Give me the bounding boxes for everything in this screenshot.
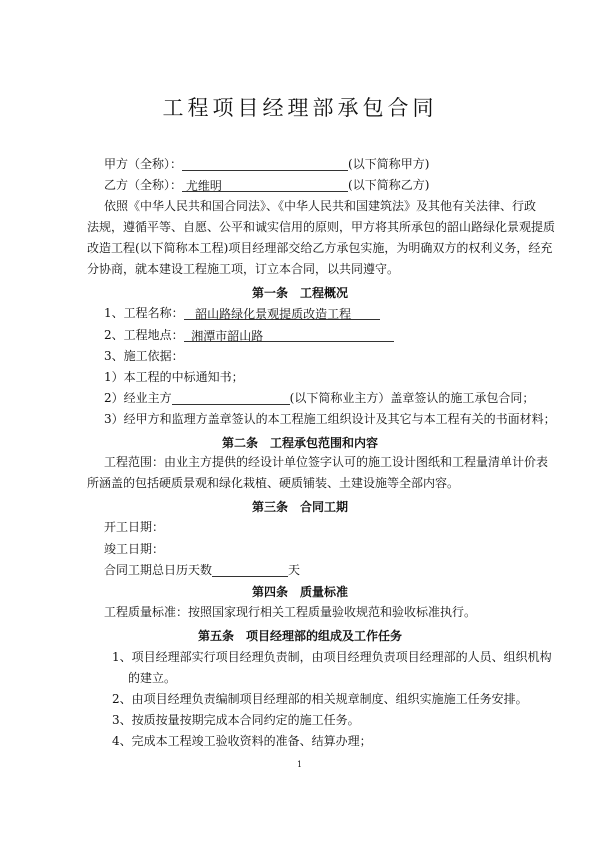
project-site-label: 2、工程地点： xyxy=(104,328,184,342)
basis-item-suffix: (以下简称业主方）盖章签认的施工承包合同； xyxy=(289,391,535,405)
section-heading: 第四条 质量标准 xyxy=(251,585,348,599)
project-name-field xyxy=(184,307,380,320)
intro-line: 依照《中华人民共和国合同法》、《中华人民共和国建筑法》及其他有关法律、行政 xyxy=(104,199,537,213)
scope-line: 所涵盖的包括硬质景观和绿化栽植、硬质铺装、土建设施等全部内容。 xyxy=(87,476,460,490)
party-b-label: 乙方（全称）： xyxy=(104,178,183,192)
quality-line: 工程质量标准：按照国家现行相关工程质量验收规范和验收标准执行。 xyxy=(104,605,477,619)
project-site-line xyxy=(104,328,394,342)
total-days-line xyxy=(104,563,300,577)
task-line: 1、项目经理部实行项目经理负责制，由项目经理负责项目经理部的人员、组织机构 xyxy=(112,650,552,664)
end-date: 竣工日期： xyxy=(104,542,165,556)
party-b-line xyxy=(104,178,429,192)
intro-line: 改造工程(以下简称本工程)项目经理部交给乙方承包实施，为明确双方的权利义务，经充 xyxy=(87,241,553,255)
basis-item-2 xyxy=(104,391,534,405)
project-name-value: 韶山路绿化景观提质改造工程 xyxy=(195,307,352,321)
party-a-suffix: (以下简称甲方) xyxy=(348,157,430,171)
page-title: 工程项目经理部承包合同 xyxy=(162,96,438,120)
project-name-line xyxy=(104,306,380,320)
section-heading: 第三条 合同工期 xyxy=(251,500,348,514)
task-line: 2、由项目经理负责编制项目经理部的相关规章制度、组织实施施工任务安排。 xyxy=(112,692,528,706)
party-b-value: 尤维明 xyxy=(185,179,222,193)
total-days-unit: 天 xyxy=(288,563,301,577)
party-a-field xyxy=(182,158,348,171)
basis-item-prefix: 2）经业主方 xyxy=(104,391,172,405)
task-line: 的建立。 xyxy=(128,671,177,685)
party-b-suffix: (以下简称乙方) xyxy=(348,178,430,192)
party-a-line xyxy=(104,157,429,171)
party-a-label: 甲方（全称）： xyxy=(104,157,183,171)
owner-field xyxy=(172,392,290,405)
basis-item: 3）经甲方和监理方盖章签认的本工程施工组织设计及其它与本工程有关的书面材料； xyxy=(104,412,556,426)
basis-label: 3、施工依据： xyxy=(104,349,184,363)
basis-item: 1）本工程的中标通知书； xyxy=(104,370,244,384)
project-name-label: 1、工程名称： xyxy=(104,306,184,320)
project-site-value: 湘潭市韶山路 xyxy=(191,329,264,343)
start-date: 开工日期： xyxy=(104,520,165,534)
page-number: 1 xyxy=(297,760,303,769)
scope-line: 工程范围：由业主方提供的经设计单位签字认可的施工设计图纸和工程量清单计价表 xyxy=(104,455,549,469)
task-line: 3、按质按量按期完成本合同约定的施工任务。 xyxy=(112,713,360,727)
intro-line: 分协商，就本建设工程施工项，订立本合同，以共同遵守。 xyxy=(87,262,400,276)
section-heading: 第二条 工程承包范围和内容 xyxy=(221,436,378,450)
total-days-field xyxy=(212,564,288,577)
section-heading: 第一条 工程概况 xyxy=(251,286,348,300)
party-b-field xyxy=(182,179,348,192)
total-days-label: 合同工期总日历天数 xyxy=(104,563,213,577)
intro-line: 法规，遵循平等、自愿、公平和诚实信用的原则，甲方将其所承包的韶山路绿化景观提质 xyxy=(87,220,556,234)
section-heading: 第五条 项目经理部的组成及工作任务 xyxy=(197,629,402,643)
project-site-field xyxy=(184,329,394,342)
task-line: 4、完成本工程竣工验收资料的准备、结算办理； xyxy=(112,734,372,748)
